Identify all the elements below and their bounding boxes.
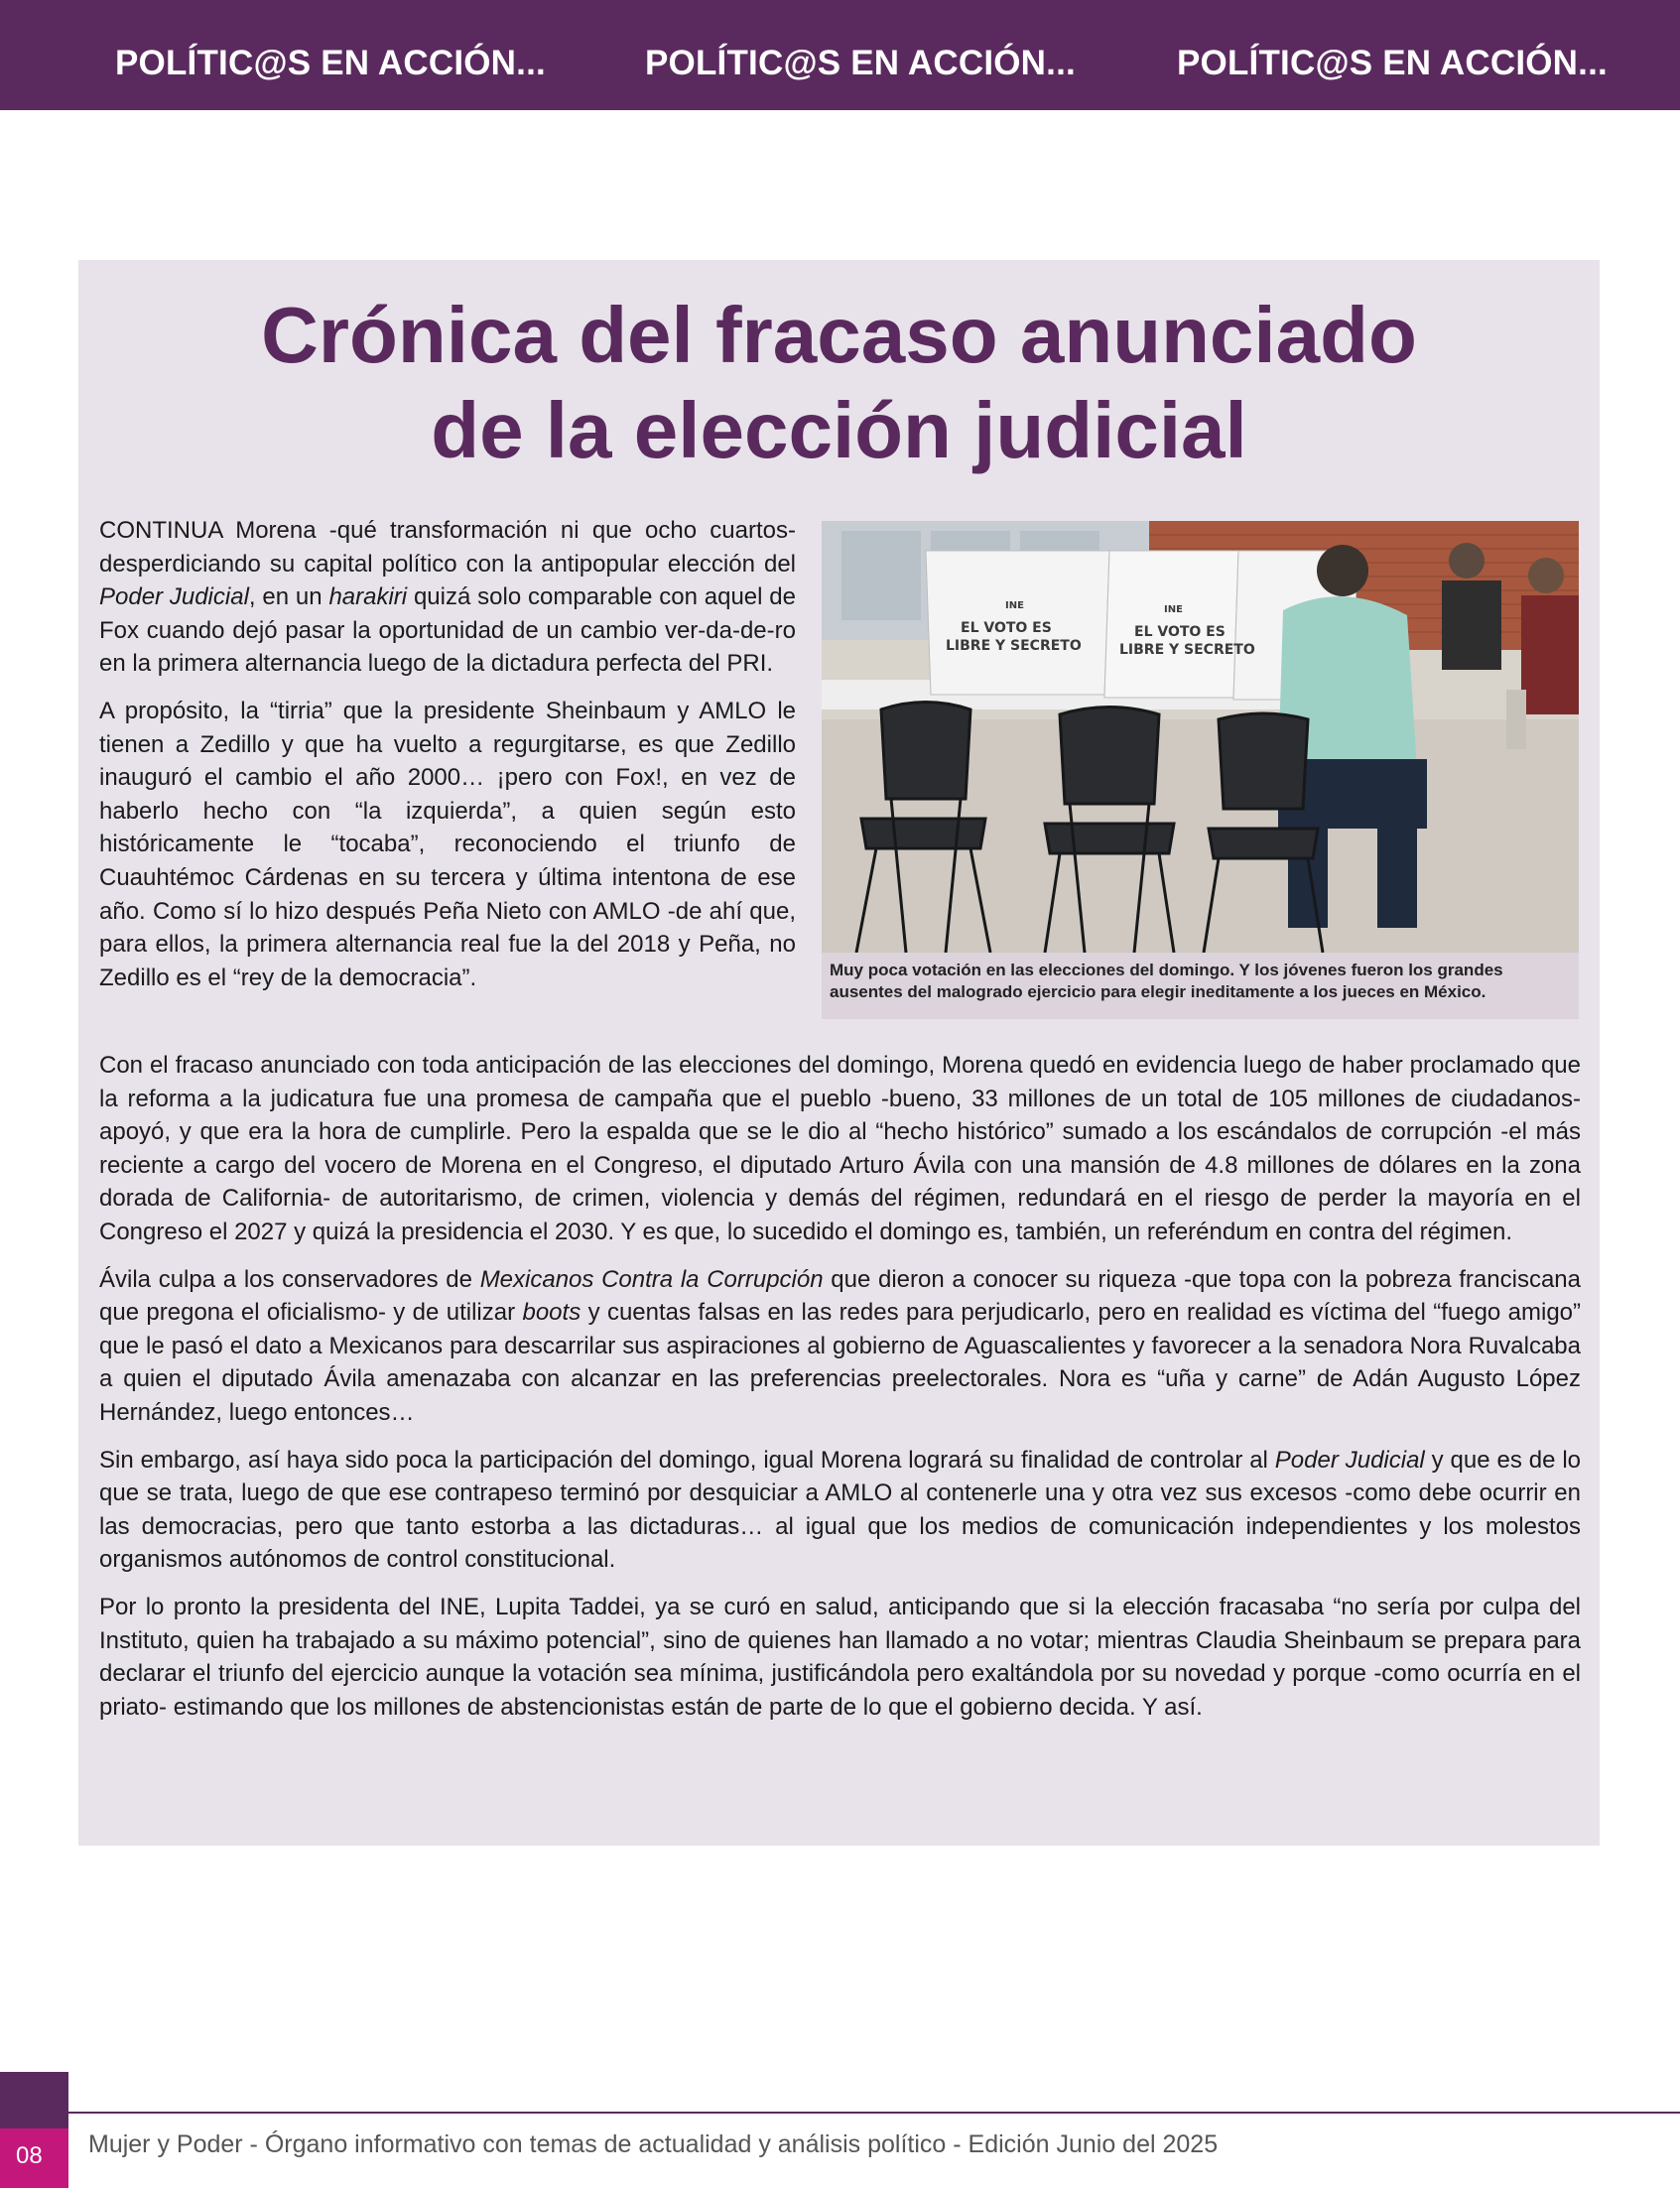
photo-figure [822,521,1579,1020]
ine-logo-2: INE [1164,604,1183,615]
article-panel [78,260,1600,1846]
p4-italic-mcc: Mexicanos Contra la Corrupción [479,1265,824,1293]
booth-text-2a: EL VOTO ES [1134,624,1226,640]
paragraph-3: Con el fracaso anunciado con toda anticipación de las elecciones del domingo, Morena quedó en evidencia luego de haber proclamado que la reforma a la judicatura fue una promesa de campaña que el pueblo -bueno, 33 millones de un total de 105 millones de ciudadanos- apoyó, y que era la hora de cumplirle. Pero la espalda que se le dio al “hecho histórico” sumado a los escándalos de corrupción -el más reciente a cargo del vocero de Morena en el Congreso, el diputado Arturo Ávila con una mansión de 4.8 millones de dólares en la zona dorada de California- de autoritarismo, de crimen, violencia y demás del régimen, redundará en el riesgo de perder la mayoría en el Congreso el 2027 y quizá la presidencia el 2030. Y es que, lo sucedido el domingo es, también, un referéndum en contra del régimen. [99,1052,1581,1245]
p4-text-e: y cuentas falsas en las redes para perjudicarlo, pero en realidad es víctima del “fuego amigo” que le pasó el dato a Mexicanos para descarrilar sus aspiraciones al gobierno de Aguascalientes y favorecer a la senadora Nora Ruvalcaba a quien el diputado Ávila amenazaba con alcanzar en las preferencias preelectorales. Nora es “uña y carne” de Adán Augusto López Hernández, luego entonces… [99,1299,1582,1426]
photo-caption: Muy poca votación en las elecciones del domingo. Y los jóvenes fueron los grandes ausentes del malogrado ejercicio para elegir ineditamente a los jueces en México. [822,953,1579,1019]
p5-text-a: Sin embargo, así haya sido poca la participación del domingo, igual Morena logrará su finalidad de controlar al [99,1446,1275,1474]
article-title-line-2: de la elección judicial [431,386,1247,474]
p1-italic-harakiri: harakiri [328,583,408,611]
article-title-line-1: Crónica del fracaso anunciado [261,291,1417,379]
banner-label-1: POLÍTIC@S EN ACCIÓN... [115,44,546,82]
article-title [78,288,1600,478]
p1-text-e: quizá solo comparable con aquel de Fox cuando dejó pasar la oportunidad de un cambio ver-da-de-ro en la primera alternancia luego de la dictadura perfecta del PRI. [99,583,796,678]
footer-corner-block [0,2072,68,2188]
p4-text-a: Ávila culpa a los conservadores de [99,1265,480,1293]
p1-italic-poder-judicial: Poder Judicial [99,583,249,611]
ine-logo-1: INE [1005,600,1024,611]
paragraph-2: A propósito, la “tirria” que la presidente Sheinbaum y AMLO le tienen a Zedillo y que ha vuelto a regurgitarse, es que Zedillo inauguró el cambio el año 2000… ¡pero con Fox!, en vez de haberlo hecho con “la izquierda”, a quien según esto históricamente le “tocaba”, reconociendo el triunfo de Cuauhtémoc Cárdenas en su tercera y última intentona de ese año. Como sí lo hizo después Peña Nieto con AMLO -de ahí que, para ellos, la primera alternancia real fue la del 2018 y Peña, no Zedillo es el “rey de la democracia”. [99,697,796,991]
p1-text-a: CONTINUA Morena -qué transformación ni que ocho cuartos- desperdiciando su capital político con la antipopular elección del [99,517,796,578]
banner-label-2: POLÍTIC@S EN ACCIÓN... [645,44,1076,82]
full-width-body [99,1049,1581,1738]
page-number-box [0,2128,68,2188]
paragraph-1 [99,514,796,681]
booth-text-2b: LIBRE Y SECRETO [1119,642,1255,658]
booth-text-1a: EL VOTO ES [961,620,1052,636]
p4-text-c: que dieron a conocer su riqueza -que topa con la pobreza franciscana que pregona el oficialismo- y de utilizar [99,1265,1581,1327]
page-number: 08 [16,2142,43,2169]
p5-italic-poder-judicial: Poder Judicial [1274,1446,1425,1474]
p5-text-c: y que es de lo que se trata, luego de que ese contrapeso terminó por desquiciar a AMLO al contenerle una y otra vez sus excesos -como debe ocurrir en las democracias, pero que tanto estorba a las dictaduras… al igual que los medios de comunicación independientes y los molestos organismos autónomos de control constitucional. [99,1446,1582,1574]
paragraph-6: Por lo pronto la presidenta del INE, Lupita Taddei, ya se curó en salud, anticipando que si la elección fracasaba “no sería por culpa del Instituto, quien ha trabajado a su máximo potencial”, sino de quienes han llamado a no votar; mientras Claudia Sheinbaum se prepara para declarar el triunfo del ejercicio aunque la votación sea mínima, justificándola pero exaltándola por su novedad y porque -como ocurría en el priato- estimando que los millones de abstencionistas están de parte de lo que el gobierno decida. Y así. [99,1593,1581,1721]
voting-booth-photo [822,521,1579,953]
banner-label-3: POLÍTIC@S EN ACCIÓN... [1177,44,1608,82]
section-banner [0,0,1680,110]
left-column [99,514,796,1008]
p1-text-c: , en un [248,583,329,611]
paragraph-5 [99,1444,1581,1577]
paragraph-4 [99,1263,1581,1430]
footer-publication-line: Mujer y Poder - Órgano informativo con temas de actualidad y análisis político - Edición Junio del 2025 [88,2130,1219,2158]
p4-italic-boots: boots [522,1299,582,1327]
booth-text-1b: LIBRE Y SECRETO [946,638,1082,654]
footer-divider [68,2112,1680,2114]
